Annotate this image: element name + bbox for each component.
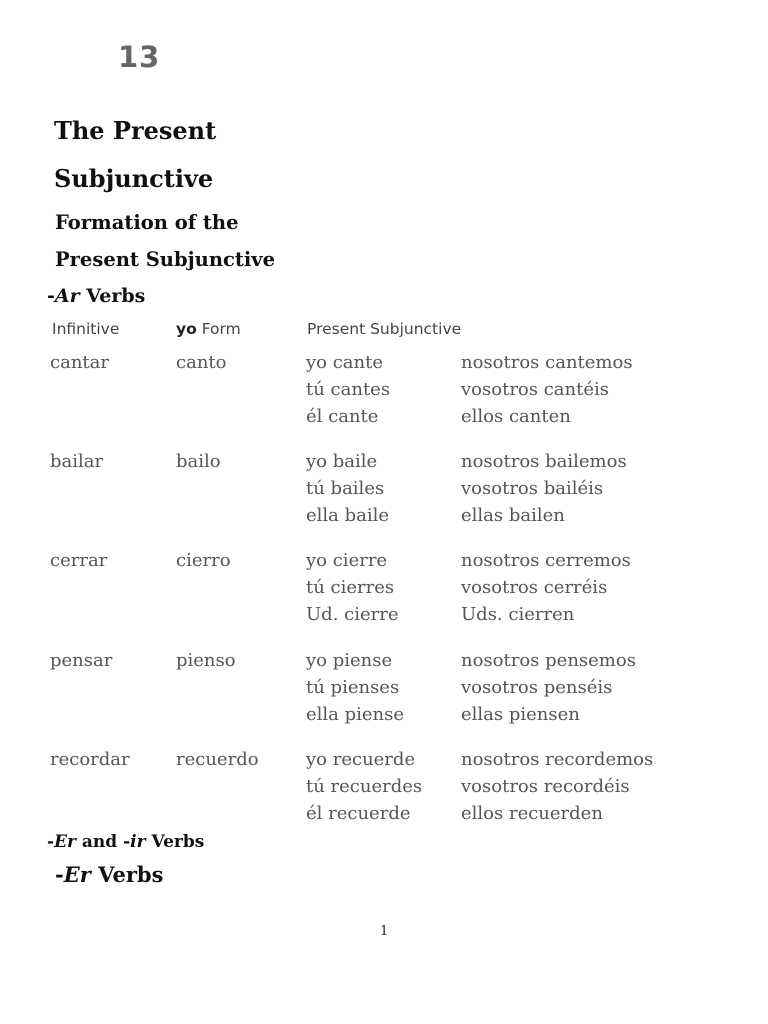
er-verbs-heading-italic: Er — [63, 862, 91, 887]
verb-infinitive: cerrar — [50, 550, 108, 571]
subjunctive-plural: nosotros cerremos — [461, 550, 631, 571]
verb-yo-form: recuerdo — [176, 749, 259, 770]
subjunctive-singular: él cante — [306, 406, 379, 427]
subjunctive-singular: tú cantes — [306, 379, 391, 400]
chapter-title-line-2: Subjunctive — [54, 164, 214, 193]
verb-infinitive: bailar — [50, 451, 104, 472]
subjunctive-plural: vosotros cantéis — [461, 379, 609, 400]
subjunctive-plural: nosotros recordemos — [461, 749, 654, 770]
subjunctive-singular: él recuerde — [306, 803, 411, 824]
er-verbs-heading — [55, 862, 163, 887]
er-verbs-heading-prefix: - — [55, 862, 64, 887]
subjunctive-singular: tú cierres — [306, 577, 395, 598]
verb-yo-form: cierro — [176, 550, 231, 571]
verb-yo-form: bailo — [176, 451, 221, 472]
subjunctive-plural: vosotros penséis — [461, 677, 613, 698]
subjunctive-plural: ellos canten — [461, 406, 571, 427]
er-ir-verbs-heading — [47, 832, 204, 852]
er-verbs-heading-suffix: Verbs — [90, 862, 164, 887]
er-ir-heading-italic-ir: ir — [130, 832, 146, 852]
chapter-number: 13 — [118, 40, 161, 74]
chapter-title-line-1: The Present — [54, 116, 217, 145]
subjunctive-plural: ellas piensen — [461, 704, 580, 725]
column-header-infinitive: Infinitive — [52, 320, 120, 338]
subjunctive-singular: yo cierre — [306, 550, 388, 571]
ar-verbs-heading — [47, 285, 145, 307]
er-ir-heading-part-3: Verbs — [145, 832, 205, 852]
subjunctive-plural: vosotros cerréis — [461, 577, 608, 598]
section-heading-line-2: Present Subjunctive — [55, 248, 276, 271]
column-header-yo-bold: yo — [176, 320, 197, 338]
er-ir-heading-part-2: and - — [75, 832, 131, 852]
subjunctive-plural: ellos recuerden — [461, 803, 603, 824]
er-ir-heading-italic-er: Er — [54, 832, 76, 852]
subjunctive-singular: ella baile — [306, 505, 390, 526]
subjunctive-singular: yo cante — [306, 352, 384, 373]
verb-yo-form: canto — [176, 352, 227, 373]
verb-infinitive: recordar — [50, 749, 130, 770]
subjunctive-plural: nosotros bailemos — [461, 451, 627, 472]
subjunctive-singular: yo recuerde — [306, 749, 416, 770]
ar-verbs-heading-suffix: Verbs — [79, 285, 146, 307]
subjunctive-singular: tú pienses — [306, 677, 400, 698]
section-heading-line-1: Formation of the — [55, 211, 239, 234]
subjunctive-singular: yo baile — [306, 451, 378, 472]
ar-verbs-heading-prefix: - — [47, 285, 55, 307]
ar-verbs-heading-italic: Ar — [54, 285, 80, 307]
column-header-present-subjunctive: Present Subjunctive — [307, 320, 462, 338]
page-number: 1 — [380, 924, 389, 939]
er-ir-heading-part-1: - — [47, 832, 55, 852]
subjunctive-singular: tú bailes — [306, 478, 385, 499]
column-header-yo-rest: Form — [196, 320, 241, 338]
subjunctive-plural: vosotros bailéis — [461, 478, 604, 499]
subjunctive-singular: yo piense — [306, 650, 393, 671]
subjunctive-singular: Ud. cierre — [306, 604, 399, 625]
verb-infinitive: cantar — [50, 352, 109, 373]
subjunctive-plural: ellas bailen — [461, 505, 565, 526]
subjunctive-plural: nosotros pensemos — [461, 650, 636, 671]
column-header-yo-form — [176, 320, 241, 338]
subjunctive-singular: tú recuerdes — [306, 776, 423, 797]
subjunctive-singular: ella piense — [306, 704, 405, 725]
subjunctive-plural: nosotros cantemos — [461, 352, 633, 373]
verb-infinitive: pensar — [50, 650, 113, 671]
subjunctive-plural: vosotros recordéis — [461, 776, 630, 797]
subjunctive-plural: Uds. cierren — [461, 604, 575, 625]
verb-yo-form: pienso — [176, 650, 236, 671]
